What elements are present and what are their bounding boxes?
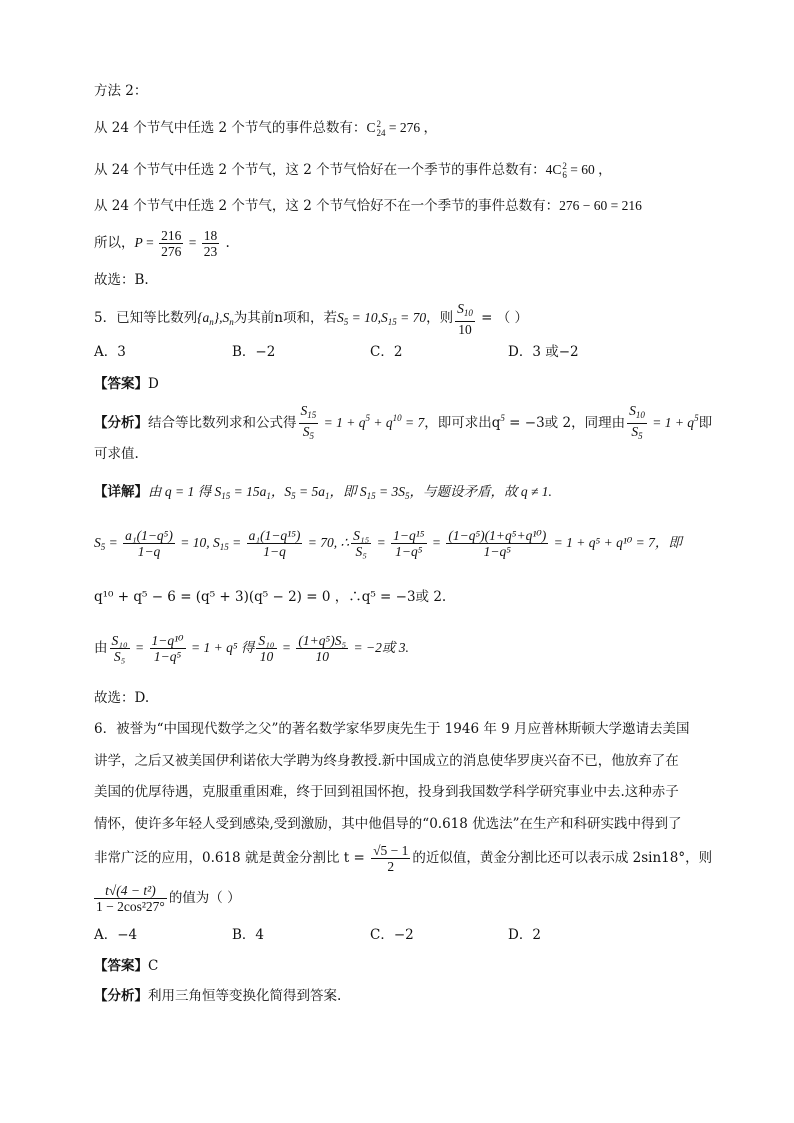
q6-options <box>94 925 646 945</box>
q6-paragraph-line-1: 6．被誉为“中国现代数学之父”的著名数学家华罗庚先生于 1946 年 9 月应普林斯顿大学邀请去美国 <box>94 721 690 737</box>
eq3-f2-num: 1−q¹⁰ <box>151 633 184 648</box>
q6-p5-text: 非常广泛的应用，0.618 就是黄金分割比 t = <box>94 850 370 866</box>
q5-detail <box>94 482 552 506</box>
eq-fraction-5 <box>446 528 548 559</box>
equals-sign-2: = <box>185 235 200 250</box>
q5-fraction <box>455 301 475 337</box>
q6-analysis-tag: 【分析】 <box>94 988 148 1004</box>
eq-f2-den: 1−q <box>263 544 286 559</box>
eq3-text: 由 <box>94 640 108 656</box>
frac-s-den: S <box>302 424 310 439</box>
q6-analysis <box>94 986 341 1006</box>
analysis-fraction-2 <box>627 403 647 444</box>
analysis-text-4: 即 <box>698 415 713 431</box>
detail-text-3: ，S <box>270 484 292 499</box>
q5-option-c: C．2 <box>370 344 403 360</box>
detail-text-1: 由 q = 1 得 S <box>148 484 222 499</box>
method-line-3 <box>94 196 642 216</box>
q6-expr-den: 1 − 2cos²27° <box>96 899 165 914</box>
eq3-f2-den: 1−q⁵ <box>153 649 182 664</box>
eq-f1-den: 1−q <box>137 544 161 559</box>
frac2-s: S <box>629 403 636 418</box>
cond-s: S <box>336 310 344 325</box>
eq-mid-2: = 70, ∴ <box>304 535 350 550</box>
eq-mid-sub: 15 <box>219 542 229 552</box>
q5-stem-text: 5．已知等比数列 <box>94 310 198 326</box>
fraction-denominator-2: 23 <box>203 244 218 259</box>
eq-f3-den: S₅ <box>355 544 367 559</box>
q5-final-answer: 故选：D. <box>94 690 150 706</box>
sum-sub: n <box>229 317 234 327</box>
sequence-notation <box>197 310 219 325</box>
answer-value: D <box>148 376 159 392</box>
frac2-s-den: S <box>631 424 639 439</box>
detail-tag: 【详解】 <box>94 484 148 500</box>
method-line-1-text: 从 24 个节气中任选 2 个节气的事件总数有： <box>94 120 367 136</box>
q6-answer-tag: 【答案】 <box>94 958 148 974</box>
eq-mid: = 10, S <box>176 535 220 550</box>
golden-ratio-fraction <box>371 843 410 874</box>
analysis-frac2-den <box>627 424 647 444</box>
q5-analysis <box>94 400 713 441</box>
analysis-sup-2: 10 <box>392 413 402 423</box>
answer-tag: 【答案】 <box>94 376 148 392</box>
analysis-text-3: = −3或 2，同理由 <box>504 415 626 431</box>
q6-analysis-text: 利用三角恒等变换化简得到答案. <box>148 988 342 1004</box>
eq-f4-num: 1−q¹⁵ <box>393 528 425 543</box>
eq3-fraction-1 <box>110 633 130 664</box>
q6-answer <box>94 956 158 976</box>
q5-stem <box>94 300 528 336</box>
seq-close: } <box>213 310 220 325</box>
q5-options <box>94 342 646 362</box>
q6-paragraph-line-5 <box>94 836 712 880</box>
eq-f2-num: a₁(1−q¹⁵) <box>248 528 301 543</box>
eq3-f1-num: S₁₀ <box>111 633 128 648</box>
eq3-fraction-3 <box>256 633 276 664</box>
combination-sup: 2 <box>376 118 381 129</box>
detail-sub-4: 1 <box>325 491 330 501</box>
eq-f5-den: 1−q⁵ <box>483 544 511 559</box>
eq-f3-num: S₁₅ <box>353 528 370 543</box>
fraction-numerator: 216 <box>161 228 182 243</box>
eq3-end: = −2或 3. <box>350 640 409 655</box>
combination-expr-1 <box>366 118 437 138</box>
cond-val-2: = 70 <box>396 310 427 325</box>
q5-option-b: B．−2 <box>232 344 276 360</box>
detail-text-2: = 15a <box>230 484 267 499</box>
eq3-f4-num: (1+q⁵)S₅ <box>298 633 347 648</box>
sum-symbol: ,S <box>219 310 230 325</box>
detail-text-4: = 5a <box>295 484 325 499</box>
detail-sub-6: 5 <box>405 491 410 501</box>
q5-stem-text-2: 为其前n项和，若 <box>233 310 337 326</box>
method-heading: 方法 2： <box>94 83 148 99</box>
analysis-frac-num <box>299 403 319 424</box>
combination-sub-2: 6 <box>562 169 567 180</box>
q6-option-b: B．4 <box>232 927 265 943</box>
equals-sign: = <box>142 235 158 250</box>
detail-text-6: = 3S <box>375 484 405 499</box>
q6-paragraph-line-4: 情怀，使许多年轻人受到感染,受到激励，其中他倡导的“0.618 优选法”在生产和科研实践中得到了 <box>94 816 682 832</box>
q5-fraction-den: 10 <box>458 321 472 337</box>
combination-expr-2 <box>545 160 612 180</box>
method-answer: 故选：B. <box>94 272 149 288</box>
q5-equation-line-3: 由 $\frac{\text{S₁₀}}{\text{S₅}}$ = $\frac{\text{1−q¹⁰}}{\text{1−q⁵}}$ = 1 + q⁵ 得 $\frac{\text{S₁₀}}{10}$ = $\frac{\text{(1+q⁵)S₅}}{10}$ = −2或 3. <box>94 633 409 664</box>
golden-ratio-den: 2 <box>387 859 395 874</box>
frac-s: S <box>300 403 308 418</box>
method-line-2 <box>94 160 612 180</box>
analysis-expr-1: = 1 + q <box>320 415 366 430</box>
q6-option-d: D．2 <box>508 927 541 943</box>
q5-frac-sub: 10 <box>463 307 473 318</box>
combination-symbol-2: 4C <box>545 162 562 177</box>
fraction-216-276 <box>159 228 183 259</box>
eq-f5-num: (1−q⁵)(1+q⁵+q¹⁰) <box>448 528 547 543</box>
detail-text-7: ，与题设矛盾，故 q ≠ 1. <box>409 484 552 499</box>
q6-option-a: A．−4 <box>94 927 138 943</box>
analysis-expr-3: = 7 <box>401 415 425 430</box>
eq-fraction-4 <box>391 528 426 559</box>
eq-end: = 1 + q⁵ + q¹⁰ = 7，即 <box>550 535 682 550</box>
seq-sub: n <box>209 317 214 327</box>
detail-sub-5: 15 <box>366 491 376 501</box>
cond-sub-1: 5 <box>343 317 349 327</box>
eq3-f3-num: S₁₀ <box>258 633 275 648</box>
detail-text-5: ，即 S <box>329 484 367 499</box>
detail-sub-2: 1 <box>266 491 271 501</box>
fraction-numerator-2: 18 <box>203 228 218 243</box>
q6-expression-line <box>94 880 241 916</box>
eq-s5: S <box>94 535 101 550</box>
analysis-sup-4: 5 <box>694 413 699 423</box>
period: . <box>221 235 230 251</box>
q5-fraction-num <box>455 301 475 322</box>
subtraction-expr: 276 − 60 = 216 <box>559 198 642 213</box>
eq-f1-num: a₁(1−q⁵) <box>125 528 173 543</box>
cond-val-1: = 10,S <box>348 310 388 325</box>
eq3-f3-den: 10 <box>259 649 274 664</box>
eq3-mid: = 1 + q⁵ 得 <box>187 640 255 655</box>
q6-stem-end: 的值为（ ） <box>168 890 241 906</box>
analysis-sup-3: 5 <box>500 413 505 423</box>
eq3-fraction-2 <box>150 633 186 664</box>
q5-option-d: D．3 或−2 <box>508 344 579 360</box>
q5-frac-s: S <box>457 300 464 316</box>
analysis-fraction-1 <box>299 403 319 444</box>
probability-line <box>94 225 230 261</box>
q6-expr-num: t√(4 − t²) <box>94 883 167 899</box>
eq3-f1-den: S₅ <box>113 649 126 664</box>
combination-result-2: = 60 ， <box>566 162 612 177</box>
q5-stem-text-3: ，则 <box>426 310 454 326</box>
analysis-frac-den <box>299 424 319 444</box>
q6-answer-value: C <box>148 958 159 974</box>
q6-expression-fraction <box>94 883 167 914</box>
eq-fraction-3 <box>351 528 371 559</box>
analysis-frac2-num <box>627 403 647 424</box>
analysis-expr-4: = 1 + q <box>648 415 695 430</box>
detail-sub-3: 5 <box>291 491 296 501</box>
analysis-text-2: ，即可求出q <box>424 415 501 431</box>
combination-sub: 24 <box>376 127 386 138</box>
eq-fraction-1 <box>123 528 175 559</box>
frac-sub: 15 <box>307 410 317 420</box>
q6-option-c: C．−2 <box>370 927 414 943</box>
q5-option-a: A．3 <box>94 344 126 360</box>
eq-f4-den: 1−q⁵ <box>395 544 423 559</box>
eq-fraction-2 <box>247 528 303 559</box>
analysis-text: 结合等比数列求和公式得 <box>148 415 297 431</box>
so-label: 所以， <box>94 235 135 251</box>
q5-analysis-line-2: 可求值. <box>94 446 139 462</box>
analysis-sup-1: 5 <box>365 413 370 423</box>
method-line-1 <box>94 118 437 138</box>
q6-paragraph-line-2: 讲学，之后又被美国伊利诺依大学聘为终身教授.新中国成立的消息使华罗庚兴奋不已，他放弃了在 <box>94 753 679 769</box>
seq-open: {a <box>197 310 210 325</box>
q5-equation-line-1: $S_5$ = $\frac{\text{a₁(1−q⁵)}}{1-q}$ = 10, $S_{15}$ = $\frac{\text{a₁(1−q¹⁵)}}{1-q}$ = 70, ∴ $\frac{\text{S₁₅}}{\text{S₅}}$ = $\frac{\text{1−q¹⁵}}{\text{1−q⁵}}$ = $\frac{\text{(1−q⁵)(1+q⁵+q¹⁰)}}{\text{1−q⁵}}$ = 1 + q⁵ + q¹⁰ = 7，即 <box>94 528 682 559</box>
q5-equation-line-2: q¹⁰ + q⁵ − 6 = (q⁵ + 3)(q⁵ − 2) = 0 ，∴q⁵ = −3或 2. <box>94 589 447 605</box>
analysis-tag: 【分析】 <box>94 415 148 431</box>
eq-s5-sub: 5 <box>100 542 106 552</box>
frac2-sub-den: 5 <box>638 431 643 441</box>
combination-result: = 276 ， <box>385 120 437 135</box>
combination-symbol: C <box>366 120 376 135</box>
combination-sup-2: 2 <box>562 160 567 171</box>
fraction-18-23 <box>202 228 220 259</box>
detail-sub-1: 15 <box>221 491 231 501</box>
q5-stem-end: = （ ） <box>476 310 529 326</box>
probability-var: P <box>134 235 143 250</box>
eq3-fraction-4 <box>296 633 348 664</box>
q5-answer <box>94 374 159 394</box>
q6-p5-text-2: 的近似值，黄金分割比还可以表示成 2sin18°，则 <box>412 850 713 866</box>
cond-sub-2: 15 <box>387 317 397 327</box>
frac-sub-den: 5 <box>309 431 314 441</box>
analysis-expr-2: + q <box>369 415 393 430</box>
fraction-denominator: 276 <box>161 244 182 259</box>
q6-paragraph-line-3: 美国的优厚待遇，克服重重困难，终于回到祖国怀抱，投身到我国数学科学研究事业中去.这种赤子 <box>94 784 679 800</box>
eq3-f4-den: 10 <box>315 649 330 664</box>
golden-ratio-num: √5 − 1 <box>373 843 409 858</box>
method-line-3-text: 从 24 个节气中任选 2 个节气，这 2 个节气恰好不在一个季节的事件总数有： <box>94 198 560 214</box>
frac2-sub: 10 <box>635 410 645 420</box>
method-line-2-text: 从 24 个节气中任选 2 个节气，这 2 个节气恰好在一个季节的事件总数有： <box>94 162 546 178</box>
